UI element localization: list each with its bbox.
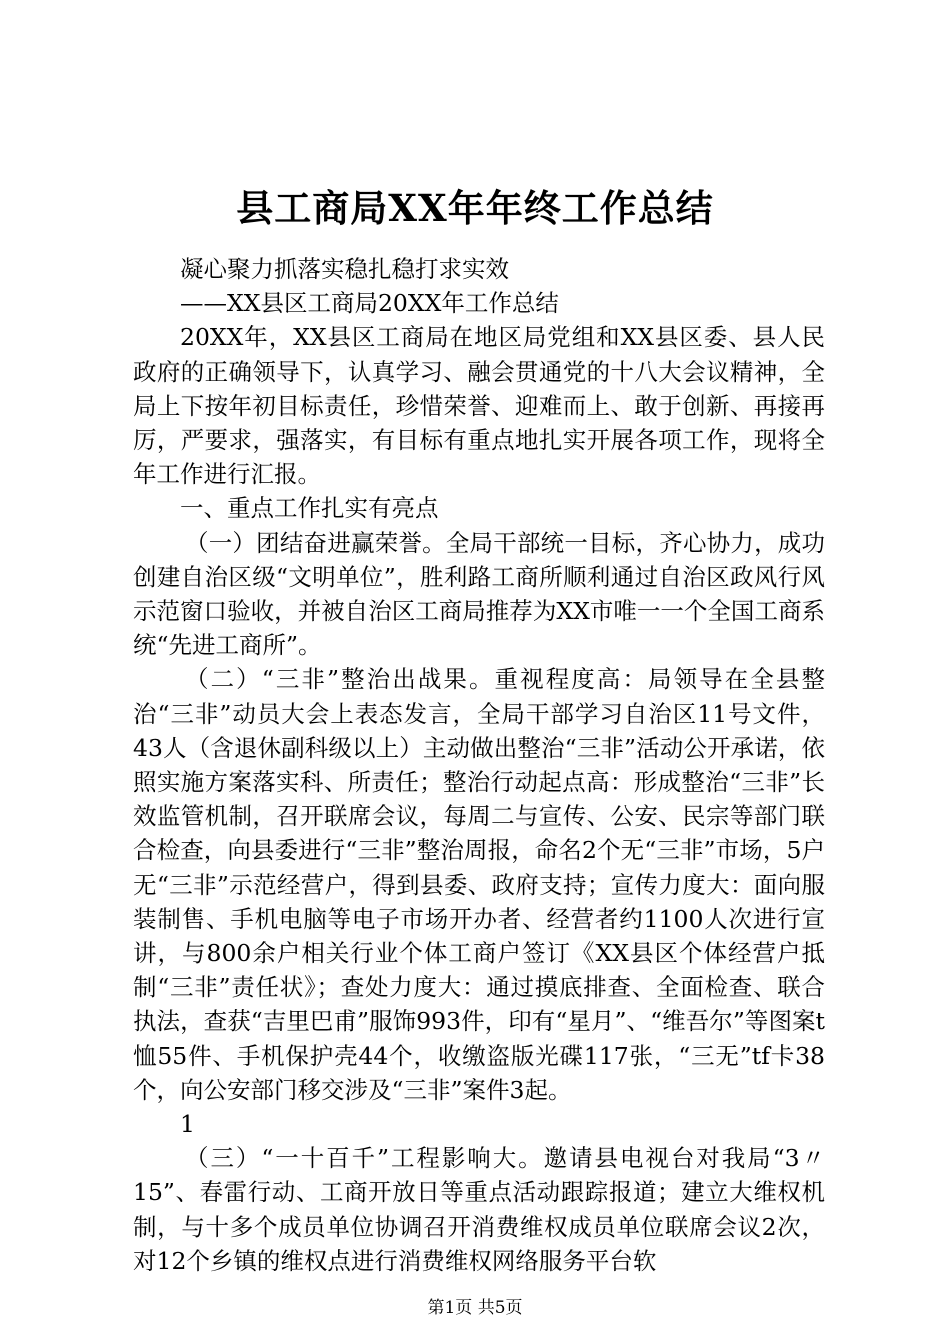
document-body <box>133 252 825 1278</box>
intro-paragraph: 20XX年，XX县区工商局在地区局党组和XX县区委、县人民政府的正确领导下，认真学习、融会贯通党的十八大会议精神，全局上下按年初目标责任，珍惜荣誉、迎难而上、敢于创新、再接再厉，严要求，强落实，有目标有重点地扎实开展各项工作，现将全年工作进行汇报。 <box>133 323 825 489</box>
subtitle: 凝心聚力抓落实稳扎稳打求实效 <box>180 255 509 283</box>
subtitle-secondary: ——XX县区工商局20XX年工作总结 <box>180 289 559 318</box>
paragraph-3: （三）“一十百千”工程影响大。邀请县电视台对我局“3〃15”、春雷行动、工商开放日等重点活动跟踪报道；建立大维权机制，与十多个成员单位协调召开消费维权成员单位联席会议2次，对12个乡镇的维权点进行消费维权网络服务平台软 <box>133 1144 825 1275</box>
paragraph-2: （二）“三非”整治出战果。重视程度高：局领导在全县整治“三非”动员大会上表态发言，全局干部学习自治区11号文件，43人（含退休副科级以上）主动做出整治“三非”活动公开承诺，依照实施方案落实科、所责任；整治行动起点高：形成整治“三非”长效监管机制，召开联席会议，每周二与宣传、公安、民宗等部门联合检查，向县委进行“三非”整治周报，命名2个无“三非”市场，5户无“三非”示范经营户，得到县委、政府支持；宣传力度大：面向服装制售、手机电脑等电子市场开办者、经营者约1100人次进行宣讲，与800余户相关行业个体工商户签订《XX县区个体经营户抵制“三非”责任状》；查处力度大：通过摸底排查、全面检查、联合执法，查获“吉里巴甫”服饰993件，印有“星月”、“维吾尔”等图案t恤55件、手机保护壳44个，收缴盗版光碟117张，“三无”tf卡38个，向公安部门移交涉及“三非”案件3起。 <box>133 665 825 1104</box>
page-footer: 第1页 共5页 <box>427 1298 523 1318</box>
inline-page-number: 1 <box>180 1110 195 1139</box>
paragraph-1: （一）团结奋进赢荣誉。全局干部统一目标，齐心协力，成功创建自治区级“文明单位”，胜利路工商所顺利通过自治区政风行风示范窗口验收，并被自治区工商局推荐为XX市唯一一个全国工商系统“先进工商所”。 <box>133 528 825 660</box>
section-heading: 一、重点工作扎实有亮点 <box>180 494 439 523</box>
document-title: 县工商局XX年年终工作总结 <box>236 186 714 230</box>
